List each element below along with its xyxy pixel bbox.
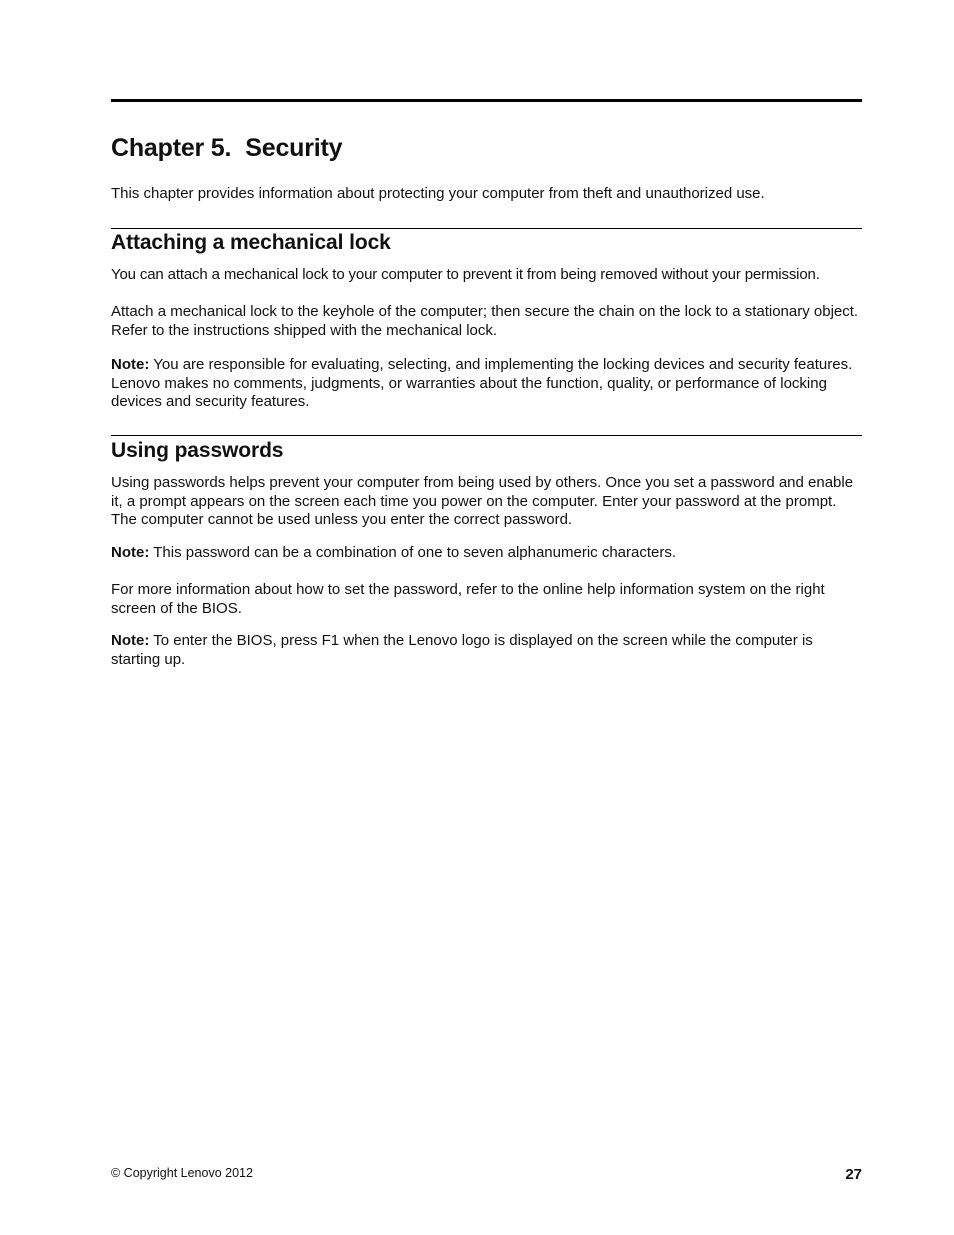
paragraph: You can attach a mechanical lock to your computer to prevent it from being removed without your permission. (111, 266, 820, 283)
chapter-intro: This chapter provides information about protecting your computer from theft and unauthorized use. (111, 185, 765, 202)
note-label: Note: (111, 356, 150, 373)
note (111, 356, 862, 412)
note-text: To enter the BIOS, press F1 when the Lenovo logo is displayed on the screen while the computer is starting up. (111, 632, 813, 668)
chapter-title (111, 134, 342, 163)
chapter-name: Security (245, 134, 343, 162)
page-number: 27 (845, 1166, 862, 1183)
paragraph: For more information about how to set the password, refer to the online help information system on the right screen of the BIOS. (111, 581, 825, 617)
section-heading-passwords: Using passwords (111, 439, 284, 462)
note (111, 544, 862, 563)
section-heading-mechanical-lock: Attaching a mechanical lock (111, 231, 391, 254)
note-text: You are responsible for evaluating, selecting, and implementing the locking devices and security features. Lenovo makes no comments, judgments, or warranties about the function, quality, or performance of locking devices and security features. (111, 356, 853, 410)
note-label: Note: (111, 632, 150, 649)
note-text: This password can be a combination of one to seven alphanumeric characters. (153, 544, 677, 561)
note (111, 632, 862, 669)
section-rule (111, 435, 862, 436)
chapter-top-rule (111, 99, 862, 102)
chapter-number: Chapter 5. (111, 134, 232, 162)
paragraph: Using passwords helps prevent your computer from being used by others. Once you set a password and enable it, a prompt appears on the screen each time you power on the computer. Enter your password at the prompt. The computer cannot be used unless you enter the correct password. (111, 474, 854, 528)
section-rule (111, 228, 862, 229)
note-label: Note: (111, 544, 150, 561)
footer-copyright: © Copyright Lenovo 2012 (111, 1166, 253, 1180)
paragraph: Attach a mechanical lock to the keyhole of the computer; then secure the chain on the lock to a stationary object. Refer to the instructions shipped with the mechanical lock. (111, 303, 859, 339)
